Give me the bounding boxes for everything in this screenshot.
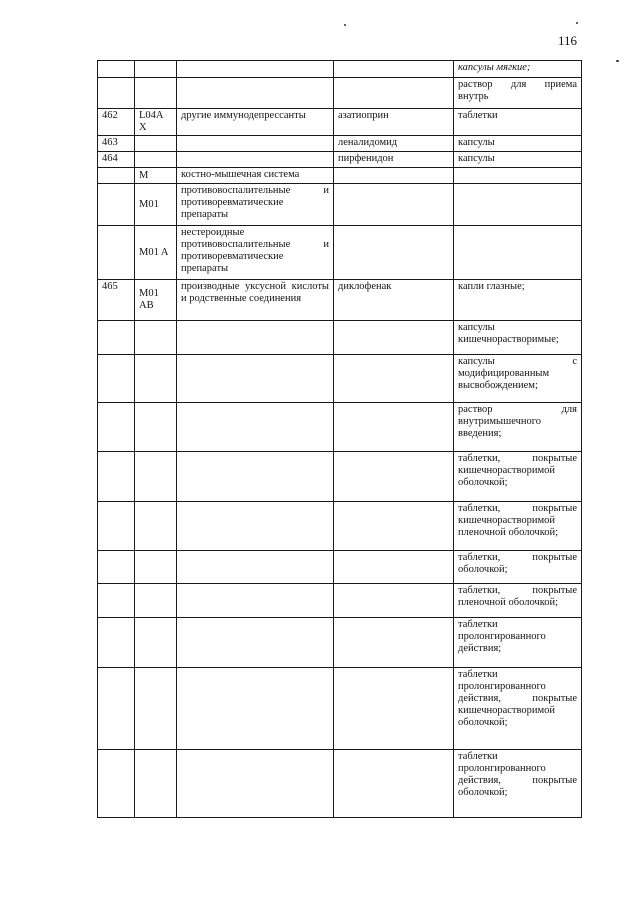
atc-code [135,502,177,551]
dosage-form: таблетки, покрытые кишечнорастворимой оболочкой; [454,452,582,502]
row-number [98,355,135,403]
substance: пирфенидон [334,152,454,168]
atc-code [135,321,177,355]
row-number [98,502,135,551]
substance [334,78,454,109]
table-row [98,280,582,321]
row-number [98,584,135,618]
atc-code [135,61,177,78]
dosage-form: таблетки [454,109,582,136]
atc-code [135,152,177,168]
substance [334,750,454,818]
substance [334,618,454,668]
drug-group [177,584,334,618]
row-number [98,184,135,226]
table-row [98,168,582,184]
atc-code [135,136,177,152]
table-row [98,403,582,452]
row-number: 463 [98,136,135,152]
drug-group [177,403,334,452]
scan-speck [576,22,578,24]
row-number [98,452,135,502]
atc-code [135,403,177,452]
drug-group: нестероидные противовоспалительные и противоревматические препараты [177,226,334,280]
atc-code: M [135,168,177,184]
substance: диклофенак [334,280,454,321]
dosage-form [454,184,582,226]
table-row [98,618,582,668]
substance [334,551,454,584]
substance [334,403,454,452]
drug-group [177,152,334,168]
drug-table [97,60,582,818]
table-row [98,551,582,584]
atc-code [135,750,177,818]
page-number: 116 [558,33,578,48]
table-row [98,226,582,280]
table-row [98,452,582,502]
table-row [98,184,582,226]
drug-group [177,668,334,750]
row-number [98,551,135,584]
row-number [98,321,135,355]
row-number: 464 [98,152,135,168]
atc-code [135,618,177,668]
table-row [98,668,582,750]
atc-code: M01 AB [135,280,177,321]
atc-code [135,452,177,502]
row-number [98,668,135,750]
atc-code: M01 A [135,226,177,280]
table-row [98,61,582,78]
dosage-form: таблетки пролонгированного действия, покрытые кишечнорастворимой оболочкой; [454,668,582,750]
atc-code [135,668,177,750]
scan-speck [616,60,619,62]
drug-group [177,551,334,584]
drug-group: противовоспалительные и противоревматические препараты [177,184,334,226]
dosage-form: раствор для приема внутрь [454,78,582,109]
dosage-form: капсулы [454,136,582,152]
table-row [98,152,582,168]
dosage-form [454,168,582,184]
dosage-form: таблетки пролонгированного действия, покрытые оболочкой; [454,750,582,818]
table-row [98,78,582,109]
drug-group: другие иммунодепрессанты [177,109,334,136]
atc-code: L04A X [135,109,177,136]
atc-code [135,551,177,584]
drug-group: производные уксусной кислоты и родственные соединения [177,280,334,321]
row-number: 462 [98,109,135,136]
dosage-form: таблетки, покрытые кишечнорастворимой пленочной оболочкой; [454,502,582,551]
atc-code [135,78,177,109]
atc-code [135,584,177,618]
drug-group [177,452,334,502]
row-number [98,618,135,668]
table-row [98,502,582,551]
table-row [98,584,582,618]
row-number [98,750,135,818]
dosage-form: капли глазные; [454,280,582,321]
drug-group [177,355,334,403]
dosage-form: таблетки, покрытые пленочной оболочкой; [454,584,582,618]
substance [334,355,454,403]
dosage-form: капсулы [454,152,582,168]
dosage-form: капсулы с модифицированным высвобождением; [454,355,582,403]
row-number [98,61,135,78]
drug-group [177,61,334,78]
row-number [98,226,135,280]
drug-group [177,321,334,355]
table-row [98,109,582,136]
substance [334,61,454,78]
row-number [98,78,135,109]
substance [334,168,454,184]
table-row [98,136,582,152]
drug-group [177,78,334,109]
dosage-form [454,226,582,280]
drug-group: костно-мышечная система [177,168,334,184]
substance [334,452,454,502]
substance: леналидомид [334,136,454,152]
drug-group [177,750,334,818]
dosage-form: таблетки пролонгированного действия; [454,618,582,668]
substance: азатиоприн [334,109,454,136]
table-row [98,750,582,818]
substance [334,502,454,551]
drug-group [177,136,334,152]
scan-speck [344,24,346,26]
dosage-form: раствор для внутримышечного введения; [454,403,582,452]
dosage-form: таблетки, покрытые оболочкой; [454,551,582,584]
substance [334,668,454,750]
table-row [98,355,582,403]
substance [334,321,454,355]
row-number: 465 [98,280,135,321]
row-number [98,403,135,452]
atc-code: M01 [135,184,177,226]
substance [334,226,454,280]
dosage-form: капсулы кишечнорастворимые; [454,321,582,355]
substance [334,584,454,618]
atc-code [135,355,177,403]
drug-group [177,618,334,668]
row-number [98,168,135,184]
table-row [98,321,582,355]
substance [334,184,454,226]
dosage-form: капсулы мягкие; [454,61,582,78]
drug-group [177,502,334,551]
